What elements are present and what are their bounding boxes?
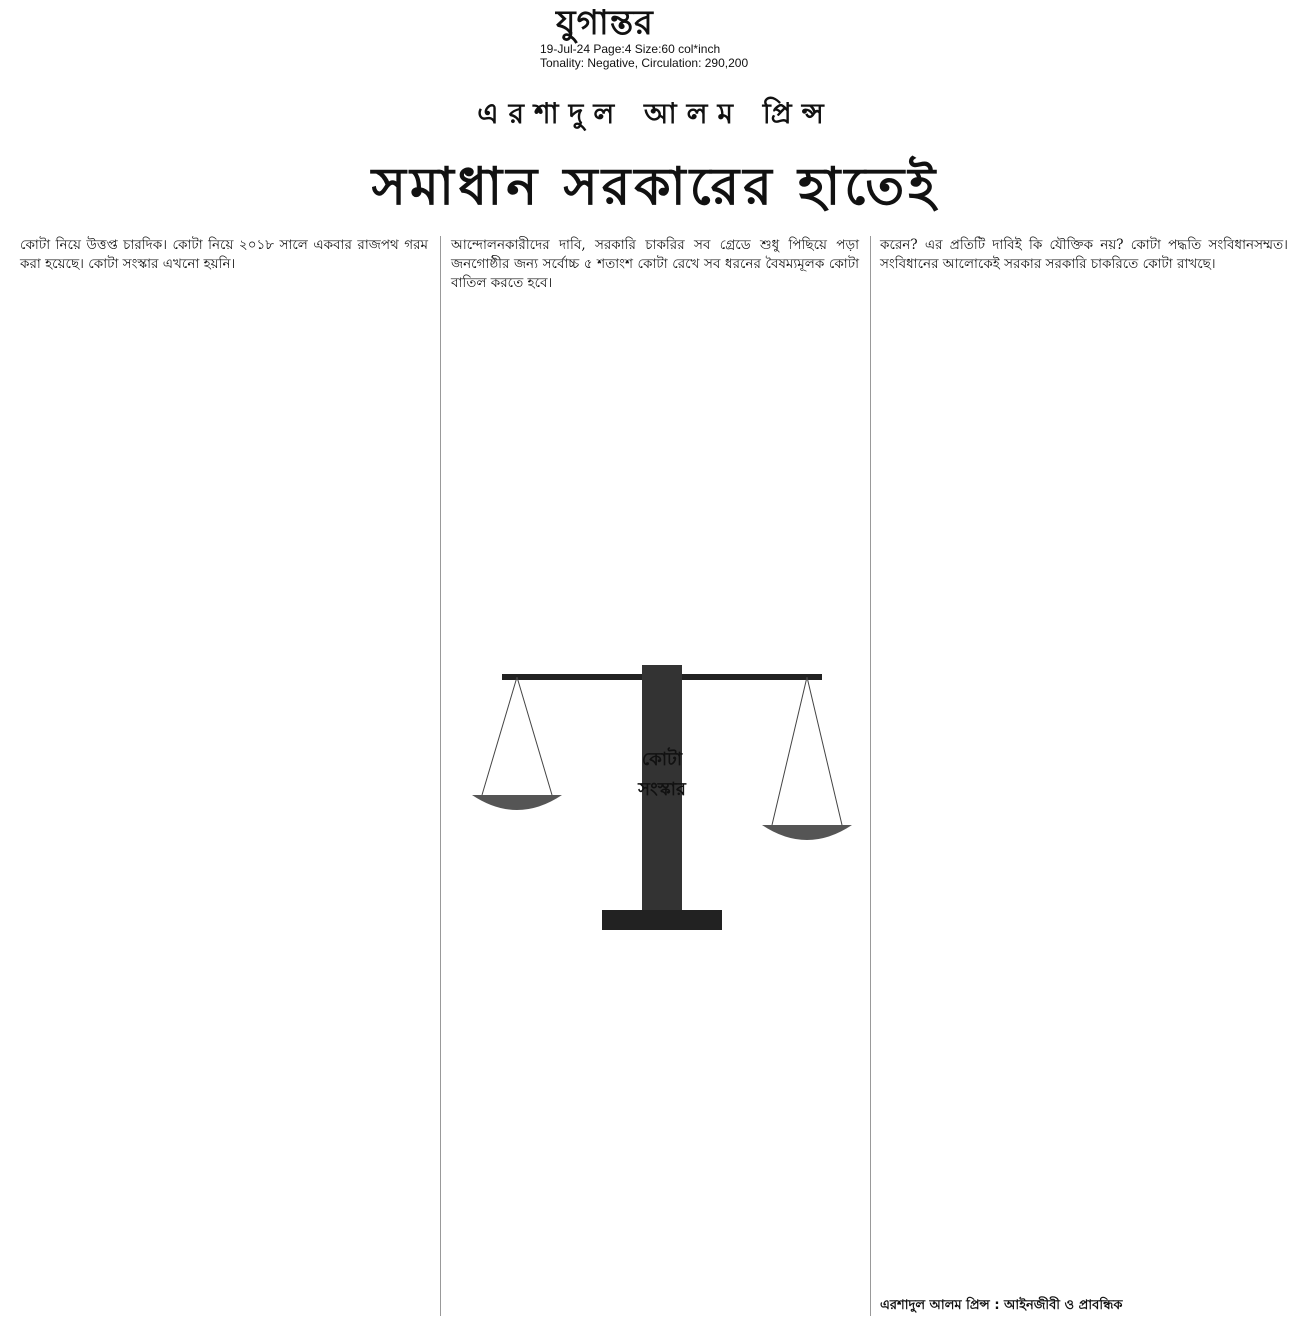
column-excerpt: করেন? এর প্রতিটি দাবিই কি যৌক্তিক নয়? কোটা পদ্ধতি সংবিধানসম্মত। সংবিধানের আলোকেই সরকার সরকারি চাকরিতে কোটা রাখছে।	[880, 237, 1288, 272]
figure-label-2: সংস্কার	[638, 779, 686, 800]
article-column-3	[880, 236, 1288, 280]
author-byline: এরশাদুল আলম প্রিন্স	[477, 97, 834, 130]
article-headline: সমাধান সরকারের হাতেই	[371, 157, 940, 217]
column-divider	[870, 236, 871, 1316]
scales-illustration	[462, 625, 862, 940]
figure-label-1: কোটা	[641, 749, 683, 770]
author-credit: এরশাদুল আলম প্রিন্স : আইনজীবী ও প্রাবন্ধিক	[880, 1298, 1123, 1313]
column-excerpt: আন্দোলনকারীদের দাবি, সরকারি চাকরির সব গ্রেডে শুধু পিছিয়ে পড়া জনগোষ্ঠীর জন্য সর্বোচ্চ ৫ শতাংশ কোটা রেখে সব ধরনের বৈষম্যমূলক কোটা বাতিল করতে হবে।	[451, 237, 859, 291]
clipping-info-line-2: Tonality: Negative, Circulation: 290,200	[540, 56, 749, 70]
article-column-2	[451, 236, 859, 299]
clipping-info-line-1: 19-Jul-24 Page:4 Size:60 col*inch	[540, 42, 721, 56]
column-divider	[440, 236, 441, 1316]
article-column-1	[20, 236, 428, 280]
column-excerpt: কোটা নিয়ে উত্তপ্ত চারদিক। কোটা নিয়ে ২০১৮ সালে একবার রাজপথ গরম করা হয়েছে। কোটা সংস্কার এখনো হয়নি।	[20, 237, 428, 272]
masthead	[540, 4, 780, 70]
newspaper-logo: যুগান্তর	[556, 3, 654, 43]
